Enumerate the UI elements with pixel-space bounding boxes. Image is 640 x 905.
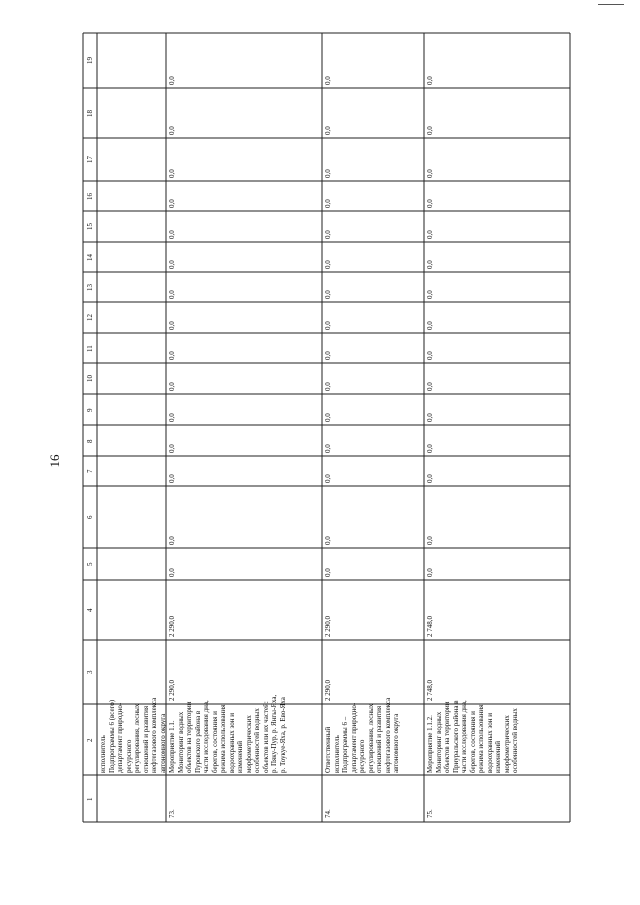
value-cell: 0,0 <box>426 260 434 269</box>
value-cell: 0,0 <box>324 126 332 135</box>
value-cell: 0,0 <box>168 474 176 483</box>
value-cell: 0,0 <box>168 169 176 178</box>
col-header-3: 3 <box>85 670 94 674</box>
name-line: объектов на территории <box>443 701 451 773</box>
value-cell: 0,0 <box>168 444 176 453</box>
value-cell: 0,0 <box>426 321 434 330</box>
value-cell: 0,0 <box>426 290 434 299</box>
col-header-4: 4 <box>85 608 94 612</box>
name-line: режима использования <box>477 704 485 773</box>
name-line: р. Тоукуе-Яха, р. Ево-Яха <box>278 697 287 773</box>
col-header-13: 13 <box>85 283 94 291</box>
value-cell: 0,0 <box>324 382 332 391</box>
col-header-9: 9 <box>85 408 94 412</box>
value-cell: 0,0 <box>324 351 332 360</box>
value-cell: 0,0 <box>426 568 434 577</box>
name-line: ресурсного <box>358 739 366 773</box>
name-line: департамент природно- <box>349 702 358 773</box>
value-cell: 2 748,0 <box>426 680 434 701</box>
row-name <box>168 695 287 773</box>
value-cell: 0,0 <box>324 260 332 269</box>
value-cell: 0,0 <box>324 413 332 422</box>
name-line: Мониторинг водных <box>176 711 185 773</box>
value-cell: 2 290,0 <box>168 680 176 701</box>
value-cell: 0,0 <box>168 536 176 545</box>
col-header-8: 8 <box>85 439 94 443</box>
name-line: регулирования, лесных <box>133 703 141 773</box>
page-number: 16 <box>47 454 62 468</box>
value-cell: 0,0 <box>426 199 434 208</box>
value-cell: 0,0 <box>168 568 176 577</box>
value-cell: 2 290,0 <box>168 616 176 637</box>
col-header-14: 14 <box>85 253 94 261</box>
name-line: исполнитель <box>332 735 341 773</box>
name-line: берегов, состояния и <box>468 711 477 773</box>
value-cell: 0,0 <box>168 199 176 208</box>
name-line: ресурсного <box>124 739 133 773</box>
name-line: морфометрических <box>244 715 253 773</box>
col-header-11: 11 <box>85 344 94 352</box>
value-cell: 0,0 <box>426 474 434 483</box>
value-cell: 0,0 <box>324 536 332 545</box>
name-line: регулирования, лесных <box>366 703 375 773</box>
value-cell: 0,0 <box>168 230 176 239</box>
col-header-10: 10 <box>85 375 94 382</box>
value-cell: 0,0 <box>324 76 332 85</box>
name-line: Приуральского района в <box>451 700 460 773</box>
name-line: части исследования дна, <box>202 700 210 773</box>
value-cell: 0,0 <box>324 230 332 239</box>
name-line: изменений <box>494 740 502 773</box>
name-line: режима использования <box>219 704 227 773</box>
col-header-1: 1 <box>85 797 94 801</box>
value-cell: 2 290,0 <box>324 680 332 701</box>
row-number: 73. <box>168 809 176 818</box>
name-line: отношений и развития <box>375 705 383 773</box>
value-cell: 0,0 <box>324 290 332 299</box>
name-line: нефтегазового комплекса <box>150 697 158 773</box>
name-line: Подпрограммы 6 (всего) <box>107 699 116 773</box>
value-cell: 0,0 <box>168 351 176 360</box>
value-cell: 0,0 <box>426 444 434 453</box>
value-cell: 2 748,0 <box>426 616 434 637</box>
name-line: Пуровского района в <box>193 710 202 773</box>
value-cell: 0,0 <box>426 536 434 545</box>
row-name <box>324 698 401 773</box>
value-cell: 0,0 <box>426 76 434 85</box>
name-line: Мероприятие 1.1. <box>168 720 176 773</box>
value-cell: 0,0 <box>324 474 332 483</box>
value-cell: 0,0 <box>324 169 332 178</box>
row-number: 74. <box>324 809 332 818</box>
col-header-15: 15 <box>85 223 94 230</box>
col-header-17: 17 <box>85 156 94 163</box>
name-line: исполнитель <box>99 735 107 773</box>
value-cell: 0,0 <box>426 230 434 239</box>
value-cell: 0,0 <box>168 382 176 391</box>
name-line: автономного округа <box>392 713 400 773</box>
col-header-12: 12 <box>85 314 94 321</box>
value-cell: 0,0 <box>426 413 434 422</box>
col-header-5: 5 <box>85 562 94 566</box>
name-line: объектов на территории <box>185 701 193 773</box>
value-cell: 0,0 <box>168 126 176 135</box>
name-line: департамент природно- <box>116 702 124 773</box>
name-line: особенностей водных <box>253 708 261 773</box>
name-line: Подпрограммы 6 – <box>341 716 349 773</box>
name-line: Мероприятие 1.1.2. <box>426 715 434 773</box>
name-line: Мониторинг водных <box>434 711 443 773</box>
value-cell: 0,0 <box>324 321 332 330</box>
value-cell: 0,0 <box>324 199 332 208</box>
value-cell: 0,0 <box>168 260 176 269</box>
value-cell: 0,0 <box>168 290 176 299</box>
row-name <box>99 698 167 773</box>
name-line: изменений <box>236 740 244 773</box>
value-cell: 2 290,0 <box>324 616 332 637</box>
value-cell: 0,0 <box>426 126 434 135</box>
row-number: 75. <box>426 809 434 818</box>
value-cell: 0,0 <box>426 169 434 178</box>
value-cell: 0,0 <box>426 351 434 360</box>
value-cell: 0,0 <box>168 76 176 85</box>
row-name <box>426 700 520 773</box>
name-line: объектов или их частей: <box>261 701 270 773</box>
name-line: особенностей водных <box>511 708 519 773</box>
col-header-7: 7 <box>85 469 94 473</box>
name-line: отношений и развития <box>141 705 150 773</box>
col-header-16: 16 <box>85 192 94 200</box>
name-line: берегов, состояния и <box>210 711 219 773</box>
name-line: водоохранных зон и <box>227 713 236 773</box>
value-cell: 0,0 <box>324 568 332 577</box>
name-line: автономного округа <box>158 713 167 773</box>
value-cell: 0,0 <box>168 413 176 422</box>
value-cell: 0,0 <box>168 321 176 330</box>
name-line: нефтегазового комплекса <box>383 697 392 773</box>
col-header-2: 2 <box>85 738 94 742</box>
name-line: р. Пяку-Пур, р. Янгы-Яха, <box>270 694 278 773</box>
value-cell: 0,0 <box>324 444 332 453</box>
name-line: водоохранных зон и <box>485 713 494 773</box>
name-line: Ответственный <box>324 726 332 773</box>
col-header-19: 19 <box>85 57 94 64</box>
col-header-6: 6 <box>85 515 94 519</box>
name-line: части исследования дна, <box>460 700 468 773</box>
value-cell: 0,0 <box>426 382 434 391</box>
col-header-18: 18 <box>85 109 94 117</box>
name-line: морфометрических <box>502 715 511 773</box>
